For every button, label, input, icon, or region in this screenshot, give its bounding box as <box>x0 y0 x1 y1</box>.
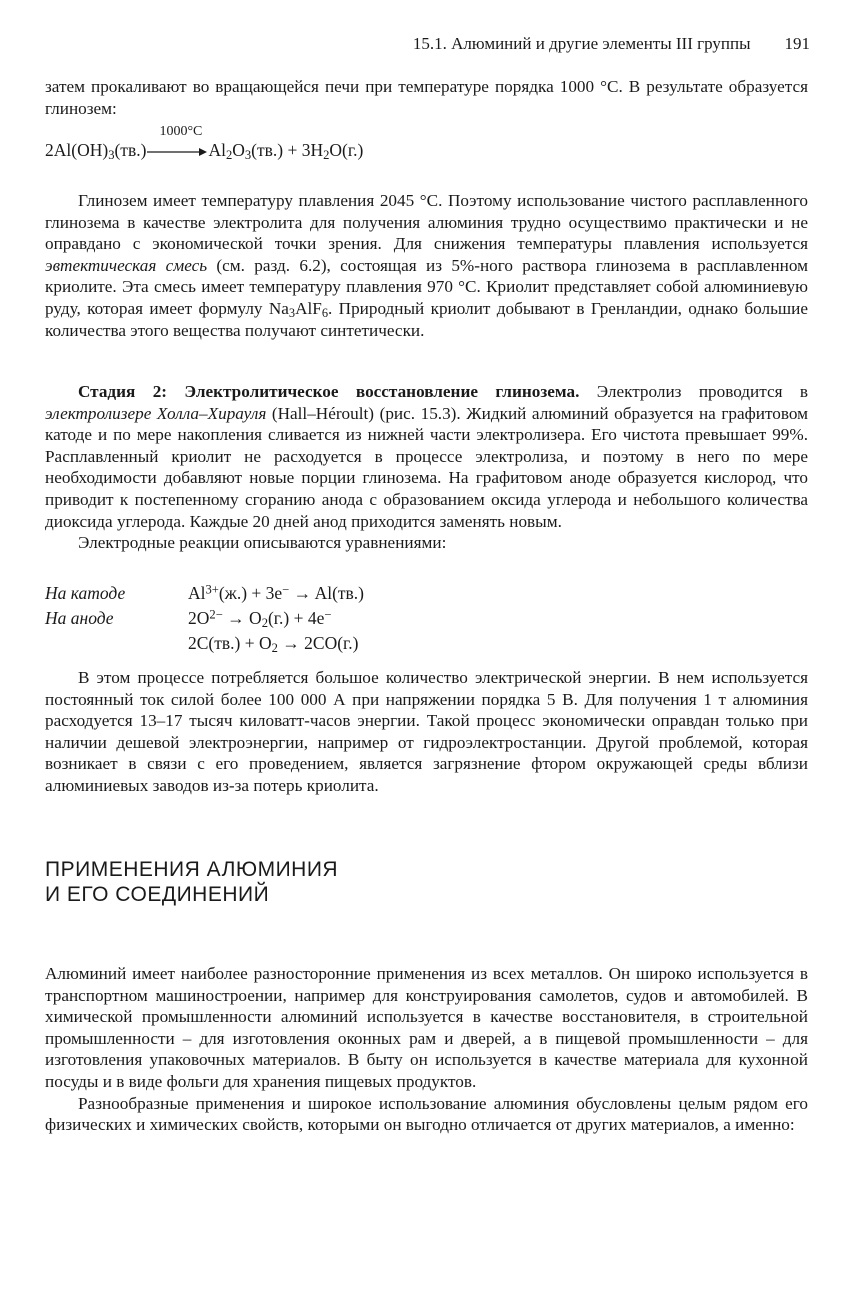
stage2-paragraph <box>45 381 808 554</box>
equation-reactant: $2Al(OH)_3(тв.)$ <box>45 140 147 163</box>
hall-heroult-term: электролизере Холла–Хирауля <box>45 403 267 423</box>
anode-reaction-2: $2C(тв.) + O_2 \to 2CO(г.)$ <box>188 633 359 656</box>
applications-paragraph-1: Алюминий имеет наиболее разносторонние применения из всех металлов. Он широко используется в транспортном машиностроении, например для конструирования самолетов, судов и автомобилей. В химической промышленности алюминий используется в качестве восстановителя, в строительной промышленности – для изготовления оконных рам и дверей, а в пищевой промышленности – для изготовления упаковочных материалов. В быту он используется в качестве материала для кухонной посуды и в виде фольги для хранения пищевых продуктов. <box>45 964 808 1091</box>
anode-reaction-1: $2O^{2-} \to O_2(г.) + 4e^-$ <box>188 607 332 631</box>
arrow-right-icon <box>147 147 207 157</box>
applications-paragraph-2: Разнообразные применения и широкое использование алюминия обусловлены целым рядом его физических и химических свойств, которыми он выгодно отличается от других материалов, а именно: <box>45 1093 808 1135</box>
stage2-heading: Стадия 2: Электролитическое восстановление глинозема. <box>78 382 580 401</box>
alumina-paragraph <box>45 190 808 341</box>
alumina-text: Глинозем имеет температуру плавления 2045 °С. Поэтому использование чистого расплавленного глинозема в качестве электролита для получения алюминия трудно осуществимо практически и не оправдано с экономической точки зрения. Для снижения температуры плавления используется эвтектическая смесь (см. разд. 6.2), состоящая из 5%-ного раствора глинозема в расплавленном криолите. Эта смесь имеет температуру плавления 970 °С. Криолит представляет собой алюминиевую руду, которая имеет формулу $Na_3AlF_6$. Природный криолит добывают в Гренландии, однако большие количества этого вещества получают синтетически. <box>45 191 808 340</box>
eutectic-term: эвтектическая смесь <box>45 255 208 275</box>
cathode-reaction: $Al^{3+}(ж.) + 3e^- \to Al(тв.)$ <box>188 582 365 603</box>
intro-text: затем прокаливают во вращающейся печи при температуре порядка 1000 °С. В результате образуется глинозем: <box>45 77 808 118</box>
stage2-text: Стадия 2: Электролитическое восстановление глинозема. Электролиз проводится в электролизере Холла–Хирауля (Hall–Héroult) (рис. 15.3). Жидкий алюминий образуется на графитовом катоде и по мере накопления сливается из нижней части электролизера. Его чистота превышает 99%. Расплавленный криолит не расходуется в процессе электролиза, и поэтому в него по мере необходимости добавляют новые порции глинозема. На графитовом аноде образуется кислород, что приводит к постепенному сгоранию анода с образованием оксида углерода и небольшого количества диоксида углерода. Каждые 20 дней анод приходится заменять новым. <box>45 382 808 531</box>
section-title-line-1: ПРИМЕНЕНИЯ АЛЮМИНИЯ <box>45 858 339 881</box>
applications-section <box>45 963 808 1136</box>
cathode-label: На катоде <box>45 583 126 603</box>
reaction-condition: 1000°С <box>159 123 203 139</box>
running-head <box>413 34 810 54</box>
energy-paragraph <box>45 667 808 797</box>
page-number: 191 <box>784 34 810 53</box>
alumina-calcination-equation <box>45 123 364 163</box>
anode-label: На аноде <box>45 608 114 628</box>
energy-text: В этом процессе потребляется большое количество электрической энергии. В нем используется постоянный ток силой более 100 000 А при напряжении порядка 5 В. Для получения 1 т алюминия расходуется 13–17 тысяч киловатт-часов энергии. Такой процесс экономически оправдан только при наличии дешевой электроэнергии, например от гидроэлектростанции. Другой проблемой, которая возникает в связи с его проведением, является загрязнение фтором окружающей среды вблизи алюминиевых заводов из-за потерь криолита. <box>45 668 808 795</box>
section-title-line-2: И ЕГО СОЕДИНЕНИЙ <box>45 883 270 906</box>
reaction-arrow <box>147 123 207 159</box>
running-title: 15.1. Алюминий и другие элементы III группы <box>412 34 751 53</box>
intro-paragraph <box>45 76 808 119</box>
cryolite-formula: $Na_3AlF_6$ <box>268 298 329 321</box>
electrode-intro: Электродные реакции описываются уравнениями: <box>78 533 447 553</box>
section-heading <box>45 857 338 907</box>
equation-products: $Al_2O_3(тв.) + 3H_2O(г.)$ <box>208 140 364 163</box>
